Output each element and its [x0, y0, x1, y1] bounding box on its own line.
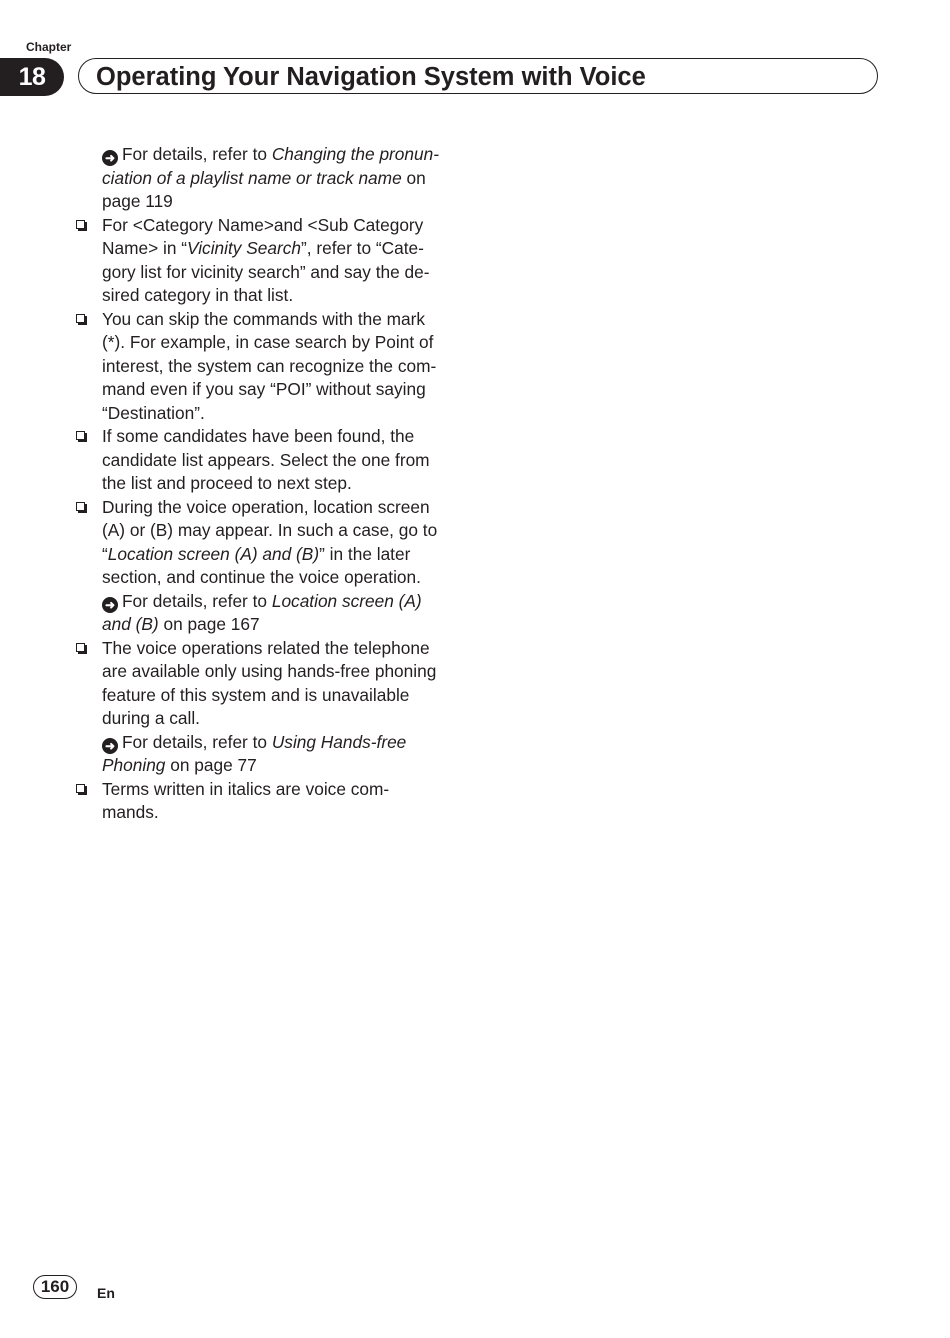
chapter-label: Chapter	[26, 40, 72, 54]
reference-note	[74, 143, 466, 214]
reference-link-text[interactable]: Using Hands-free	[271, 731, 407, 752]
item-text: You can skip the commands with the mark	[102, 308, 426, 329]
item-text: (A) or (B) may appear. In such a case, go to	[102, 520, 438, 540]
list-item	[74, 637, 466, 778]
list-item	[74, 425, 466, 496]
item-text: “	[102, 543, 108, 564]
item-text: mand even if you say “POI” without saying	[102, 379, 426, 399]
checkbox-square-icon	[76, 784, 85, 793]
item-text: ” in the later	[319, 543, 411, 564]
checkbox-square-icon	[76, 431, 85, 440]
reference-link-text[interactable]: Phoning	[102, 755, 166, 775]
reference-page: on page 77	[165, 755, 257, 775]
arrow-circle-icon: ➜	[102, 150, 118, 166]
checkbox-square-icon	[76, 502, 85, 511]
arrow-circle-icon: ➜	[102, 738, 118, 754]
item-text: interest, the system can recognize the com-	[102, 355, 437, 376]
list-item	[74, 214, 466, 308]
list-item	[74, 496, 466, 637]
item-text: are available only using hands-free phoning	[102, 661, 437, 681]
item-text: section, and continue the voice operation.	[102, 567, 421, 587]
reference-link-text[interactable]: Changing the pronun-	[271, 144, 440, 164]
language-label: En	[97, 1285, 115, 1301]
item-text: The voice operations related the telephone	[102, 637, 430, 658]
reference-page: page 119	[102, 191, 173, 211]
item-text: candidate list appears. Select the one from	[102, 449, 430, 470]
item-text: sired category in that list.	[102, 285, 294, 305]
list-item	[74, 778, 466, 825]
item-text: For <Category Name>and <Sub Category	[102, 214, 424, 235]
arrow-circle-icon: ➜	[102, 597, 118, 613]
item-text: If some candidates have been found, the	[102, 426, 415, 446]
chapter-number-badge: 18	[0, 58, 64, 96]
item-text: (*). For example, in case search by Point of	[102, 332, 434, 352]
reference-text: For details, refer to	[122, 144, 272, 164]
reference-text: For details, refer to	[122, 731, 272, 752]
item-text: ”, refer to “Cate-	[300, 238, 424, 258]
checkbox-square-icon	[76, 643, 85, 652]
main-content	[74, 143, 466, 825]
voice-command-text: Vicinity Search	[187, 238, 301, 258]
item-text: During the voice operation, location screen	[102, 496, 430, 517]
reference-link-text[interactable]: ciation of a playlist name or track name	[102, 167, 402, 188]
item-text: during a call.	[102, 708, 200, 728]
reference-page: on page 167	[158, 614, 260, 634]
page-number: 160	[33, 1275, 77, 1299]
item-text: gory list for vicinity search” and say the de-	[102, 261, 430, 282]
checkbox-square-icon	[76, 220, 85, 229]
reference-text: on	[401, 167, 426, 188]
item-text: Terms written in italics are voice com-	[102, 778, 390, 799]
item-text: the list and proceed to next step.	[102, 473, 352, 493]
item-text: mands.	[102, 802, 159, 822]
checkbox-square-icon	[76, 314, 85, 323]
item-text: Name> in “	[102, 238, 187, 258]
item-text: “Destination”.	[102, 402, 205, 423]
page-title: Operating Your Navigation System with Voice	[96, 63, 646, 91]
item-text: feature of this system and is unavailable	[102, 684, 410, 705]
reference-link-text[interactable]: and (B)	[102, 614, 159, 634]
reference-link-text[interactable]: Location screen (A)	[271, 590, 422, 611]
list-item	[74, 308, 466, 426]
reference-text: For details, refer to	[122, 590, 272, 611]
voice-command-text: Location screen (A) and (B)	[107, 543, 320, 564]
